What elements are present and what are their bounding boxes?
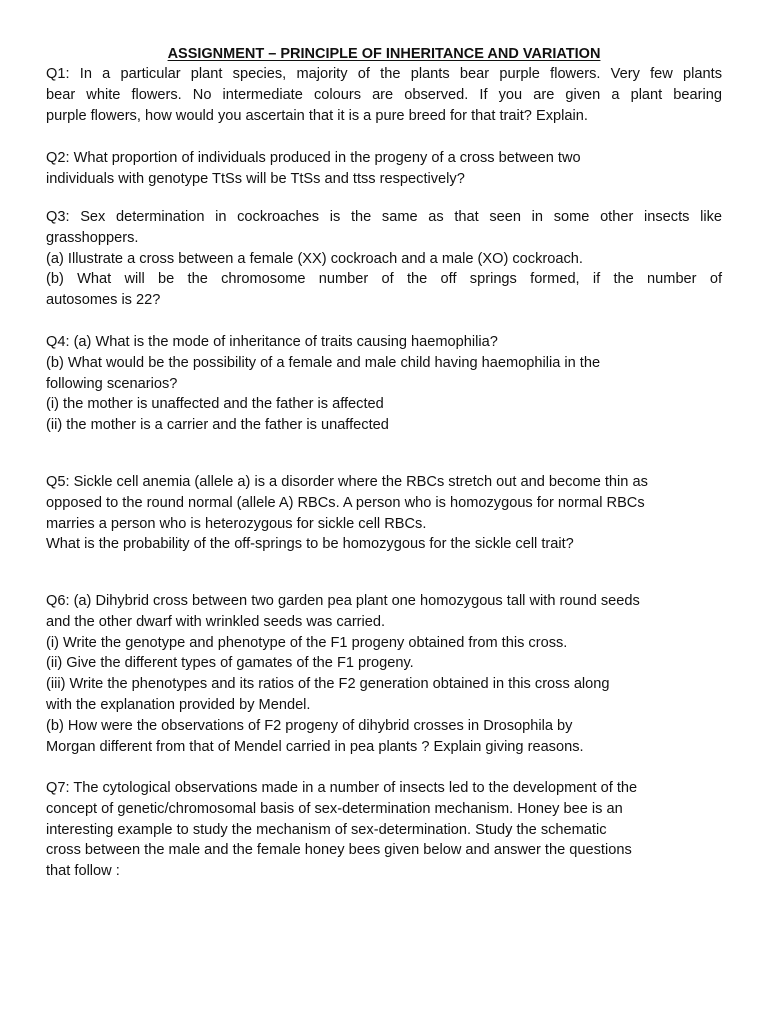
question-4-line: Q4: (a) What is the mode of inheritance of traits causing haemophilia? <box>46 334 498 350</box>
question-5-line: marries a person who is heterozygous for sickle cell RBCs. <box>46 515 427 532</box>
question-7-line: cross between the male and the female honey bees given below and answer the questions <box>46 842 632 859</box>
question-6-line: and the other dwarf with wrinkled seeds was carried. <box>46 613 386 630</box>
question-1 <box>46 64 722 126</box>
question-3-line: (b) What will be the chromosome number of the off springs formed, if the number of <box>46 271 722 288</box>
question-6-line: Morgan different from that of Mendel carried in pea plants ? Explain giving reasons. <box>46 738 584 755</box>
question-6 <box>46 591 722 757</box>
question-7-line: concept of genetic/chromosomal basis of sex-determination mechanism. Honey bee is an <box>46 800 623 817</box>
question-7 <box>46 778 722 882</box>
question-4-line: (b) What would be the possibility of a female and male child having haemophilia in the <box>46 354 601 371</box>
question-1-line: purple flowers, how would you ascertain that it is a pure breed for that trait? Explain. <box>46 107 588 124</box>
question-1-line: bear white flowers. No intermediate colours are observed. If you are given a plant bearing <box>46 86 722 103</box>
assignment-title: ASSIGNMENT – PRINCIPLE OF INHERITANCE AND VARIATION <box>167 46 601 62</box>
question-1-line: Q1: In a particular plant species, majority of the plants bear purple flowers. Very few plants <box>46 66 722 82</box>
question-6-line: (i) Write the genotype and phenotype of the F1 progeny obtained from this cross. <box>46 634 568 651</box>
question-2-line: Q2: What proportion of individuals produced in the progeny of a cross between two <box>46 150 581 166</box>
question-4-line: (i) the mother is unaffected and the father is affected <box>46 396 384 413</box>
question-4-line: following scenarios? <box>46 375 178 392</box>
question-4 <box>46 332 722 436</box>
question-6-line: (ii) Give the different types of gamates of the F1 progeny. <box>46 655 414 672</box>
question-3-line: autosomes is 22? <box>46 292 161 309</box>
question-6-line: Q6: (a) Dihybrid cross between two garden pea plant one homozygous tall with round seeds <box>46 593 640 609</box>
question-7-line: Q7: The cytological observations made in a number of insects led to the development of the <box>46 780 638 796</box>
question-5-line: What is the probability of the off-springs to be homozygous for the sickle cell trait? <box>46 536 574 553</box>
question-5 <box>46 472 722 555</box>
question-5-line: Q5: Sickle cell anemia (allele a) is a disorder where the RBCs stretch out and become thin as <box>46 474 648 490</box>
question-6-line: with the explanation provided by Mendel. <box>46 696 311 713</box>
question-6-line: (iii) Write the phenotypes and its ratios of the F2 generation obtained in this cross along <box>46 676 610 693</box>
question-7-line: that follow : <box>46 863 120 880</box>
question-7-line: interesting example to study the mechanism of sex-determination. Study the schematic <box>46 821 607 838</box>
question-3-line: grasshoppers. <box>46 229 139 246</box>
question-3 <box>46 207 722 311</box>
question-6-line: (b) How were the observations of F2 progeny of dihybrid crosses in Drosophila by <box>46 717 573 734</box>
question-2 <box>46 148 722 190</box>
question-4-line: (ii) the mother is a carrier and the father is unaffected <box>46 417 389 434</box>
question-2-line: individuals with genotype TtSs will be TtSs and ttss respectively? <box>46 170 465 187</box>
question-5-line: opposed to the round normal (allele A) RBCs. A person who is homozygous for normal RBCs <box>46 494 645 511</box>
question-3-line: (a) Illustrate a cross between a female (XX) cockroach and a male (XO) cockroach. <box>46 250 583 267</box>
question-3-line: Q3: Sex determination in cockroaches is the same as that seen in some other insects like <box>46 209 722 225</box>
